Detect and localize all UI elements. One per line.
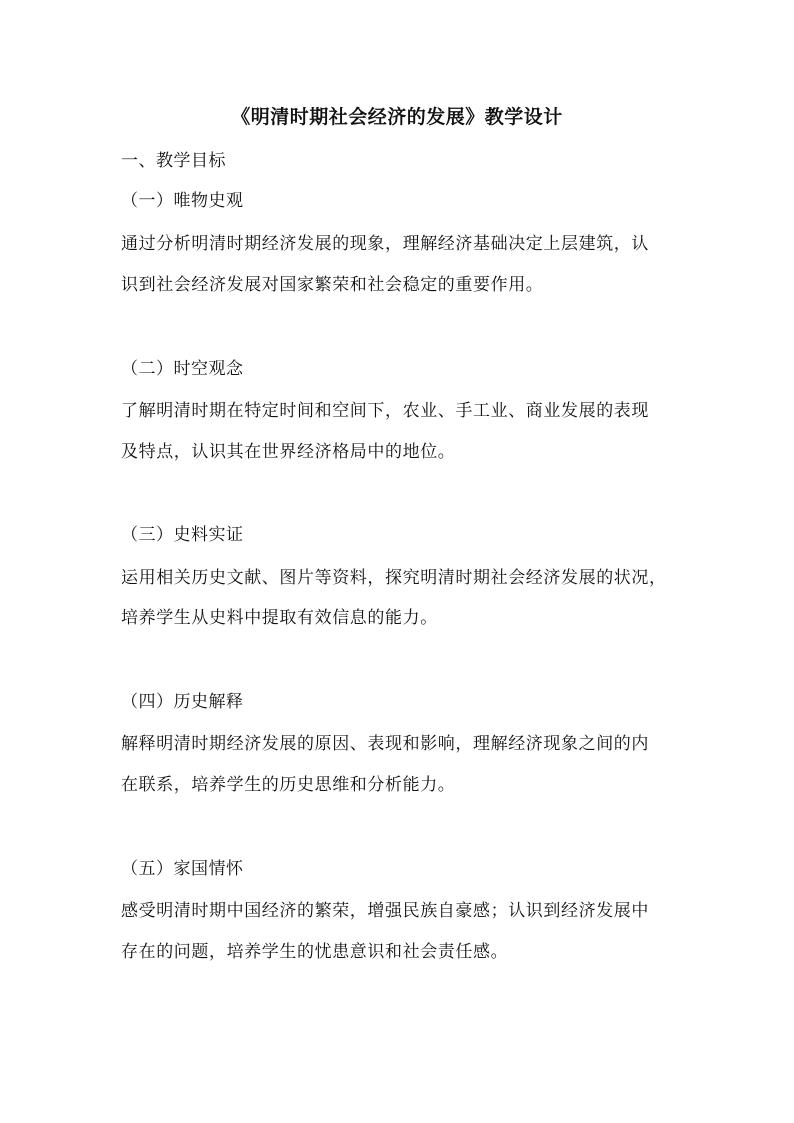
objective-4-line-2: 在联系，培养学生的历史思维和分析能力。 (121, 775, 456, 795)
objective-3-line-1: 运用相关历史文献、图片等资料，探究明清时期社会经济发展的状况， (121, 568, 667, 588)
objective-heading-2: （二）时空观念 (121, 359, 244, 379)
objective-1-line-2: 识到社会经济发展对国家繁荣和社会稳定的重要作用。 (121, 275, 544, 295)
objective-3-line-2: 培养学生从史料中提取有效信息的能力。 (121, 608, 438, 628)
objective-heading-3: （三）史料实证 (121, 525, 244, 545)
objective-heading-4: （四）历史解释 (121, 692, 244, 712)
objective-heading-5: （五）家国情怀 (121, 859, 244, 879)
objective-4-line-1: 解释明清时期经济发展的原因、表现和影响，理解经济现象之间的内 (121, 734, 649, 754)
objective-2-line-1: 了解明清时期在特定时间和空间下，农业、手工业、商业发展的表现 (121, 401, 649, 421)
objective-2-line-2: 及特点，认识其在世界经济格局中的地位。 (121, 442, 456, 462)
document-title: 《明清时期社会经济的发展》教学设计 (231, 106, 563, 128)
objective-5-line-1: 感受明清时期中国经济的繁荣，增强民族自豪感；认识到经济发展中 (121, 901, 649, 921)
objective-5-line-2: 存在的问题，培养学生的忧患意识和社会责任感。 (121, 942, 509, 962)
objective-heading-1: （一）唯物史观 (121, 191, 244, 211)
objective-1-line-1: 通过分析明清时期经济发展的现象，理解经济基础决定上层建筑，认 (121, 234, 649, 254)
section-heading: 一、教学目标 (121, 151, 226, 171)
